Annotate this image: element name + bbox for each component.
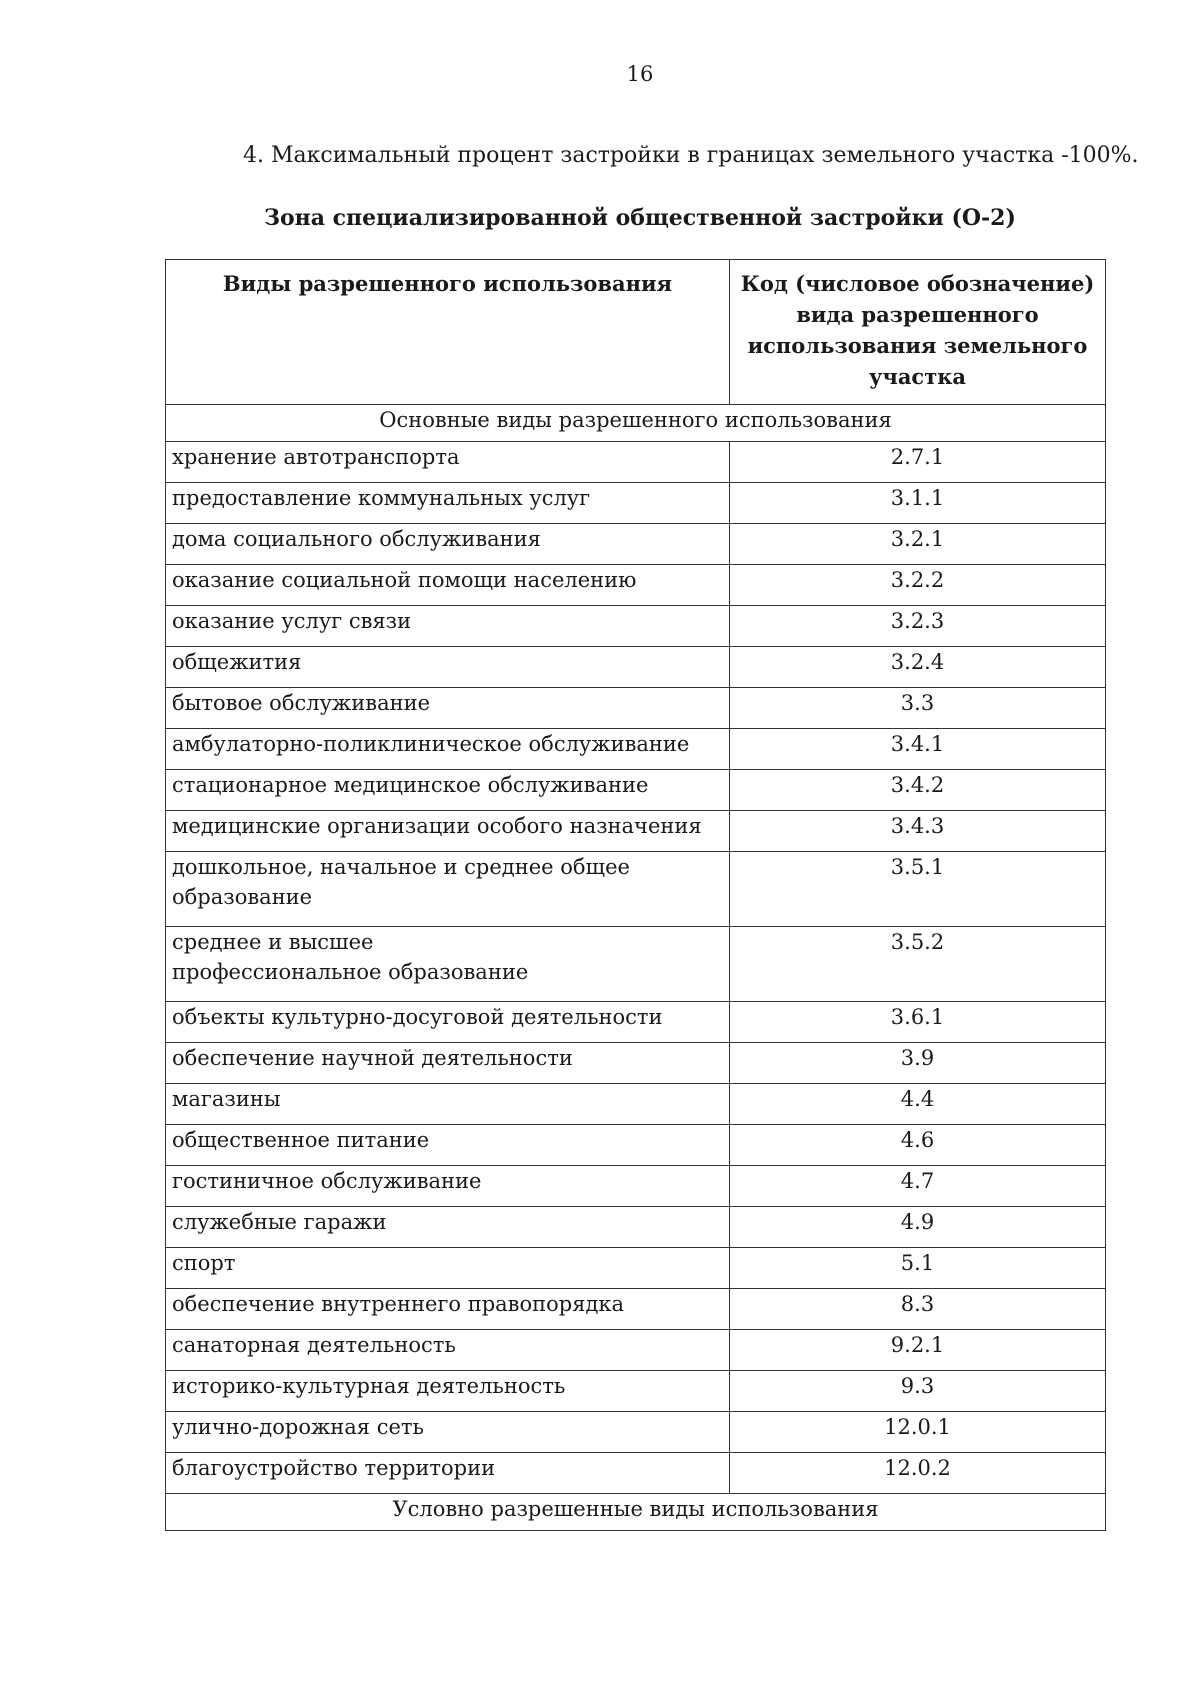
table-row [166, 1412, 1106, 1453]
table-header-row [166, 260, 1106, 405]
code-cell: 3.4.3 [730, 811, 1106, 852]
page-number: 16 [626, 62, 654, 86]
use-type-cell: санаторная деятельность [166, 1330, 730, 1371]
code-cell: 12.0.2 [730, 1453, 1106, 1494]
code-cell: 9.2.1 [730, 1330, 1106, 1371]
section-title: Условно разрешенные виды использования [166, 1494, 1106, 1531]
use-type-cell: оказание социальной помощи населению [166, 565, 730, 606]
use-type-cell: магазины [166, 1084, 730, 1125]
code-cell: 5.1 [730, 1248, 1106, 1289]
section-row [166, 405, 1106, 442]
table-row [166, 647, 1106, 688]
use-type-cell: объекты культурно-досуговой деятельности [166, 1002, 730, 1043]
use-type-cell: дошкольное, начальное и среднее общее образование [166, 852, 730, 927]
code-cell: 2.7.1 [730, 442, 1106, 483]
table-row [166, 1043, 1106, 1084]
code-cell: 3.4.2 [730, 770, 1106, 811]
code-cell: 8.3 [730, 1289, 1106, 1330]
code-cell: 3.4.1 [730, 729, 1106, 770]
use-type-cell: общественное питание [166, 1125, 730, 1166]
code-cell: 3.2.2 [730, 565, 1106, 606]
code-cell: 4.4 [730, 1084, 1106, 1125]
table-row [166, 1125, 1106, 1166]
table-body [166, 405, 1106, 1531]
use-type-cell: общежития [166, 647, 730, 688]
intro-paragraph: 4. Максимальный процент застройки в границах земельного участка -100%. [243, 143, 1139, 168]
table-row [166, 565, 1106, 606]
use-type-cell: бытовое обслуживание [166, 688, 730, 729]
code-cell: 3.2.1 [730, 524, 1106, 565]
table-row [166, 1248, 1106, 1289]
table-row [166, 1002, 1106, 1043]
zone-title: Зона специализированной общественной застройки (О-2) [264, 205, 1016, 231]
header-use-type: Виды разрешенного использования [166, 260, 730, 405]
table-row [166, 811, 1106, 852]
use-type-cell: хранение автотранспорта [166, 442, 730, 483]
table-row [166, 1371, 1106, 1412]
use-type-cell: медицинские организации особого назначения [166, 811, 730, 852]
use-type-cell: предоставление коммунальных услуг [166, 483, 730, 524]
code-cell: 12.0.1 [730, 1412, 1106, 1453]
code-cell: 3.2.3 [730, 606, 1106, 647]
code-cell: 3.2.4 [730, 647, 1106, 688]
code-cell: 3.5.1 [730, 852, 1106, 927]
code-cell: 3.1.1 [730, 483, 1106, 524]
section-title: Основные виды разрешенного использования [166, 405, 1106, 442]
table-row [166, 1330, 1106, 1371]
code-cell: 4.9 [730, 1207, 1106, 1248]
table-row [166, 606, 1106, 647]
use-type-cell: улично-дорожная сеть [166, 1412, 730, 1453]
header-code: Код (числовое обозначение) вида разрешенного использования земельного участка [730, 260, 1106, 405]
use-type-cell: среднее и высшее профессиональное образование [166, 927, 730, 1002]
table-row [166, 524, 1106, 565]
table-row [166, 770, 1106, 811]
use-type-cell: спорт [166, 1248, 730, 1289]
use-type-cell: историко-культурная деятельность [166, 1371, 730, 1412]
table-row [166, 1453, 1106, 1494]
use-type-cell: амбулаторно-поликлиническое обслуживание [166, 729, 730, 770]
table-row [166, 1207, 1106, 1248]
table-row [166, 688, 1106, 729]
table-row [166, 927, 1106, 1002]
code-cell: 3.3 [730, 688, 1106, 729]
table-row [166, 852, 1106, 927]
table-row [166, 1166, 1106, 1207]
use-type-cell: гостиничное обслуживание [166, 1166, 730, 1207]
code-cell: 4.7 [730, 1166, 1106, 1207]
table-row [166, 483, 1106, 524]
use-type-cell: обеспечение внутреннего правопорядка [166, 1289, 730, 1330]
use-type-cell: дома социального обслуживания [166, 524, 730, 565]
table-row [166, 729, 1106, 770]
section-row [166, 1494, 1106, 1531]
use-type-cell: служебные гаражи [166, 1207, 730, 1248]
permitted-uses-table [165, 259, 1106, 1531]
code-cell: 3.9 [730, 1043, 1106, 1084]
code-cell: 9.3 [730, 1371, 1106, 1412]
use-type-cell: благоустройство территории [166, 1453, 730, 1494]
code-cell: 3.6.1 [730, 1002, 1106, 1043]
code-cell: 3.5.2 [730, 927, 1106, 1002]
table-row [166, 1084, 1106, 1125]
use-type-cell: оказание услуг связи [166, 606, 730, 647]
use-type-cell: обеспечение научной деятельности [166, 1043, 730, 1084]
code-cell: 4.6 [730, 1125, 1106, 1166]
table-row [166, 442, 1106, 483]
use-type-cell: стационарное медицинское обслуживание [166, 770, 730, 811]
table-row [166, 1289, 1106, 1330]
